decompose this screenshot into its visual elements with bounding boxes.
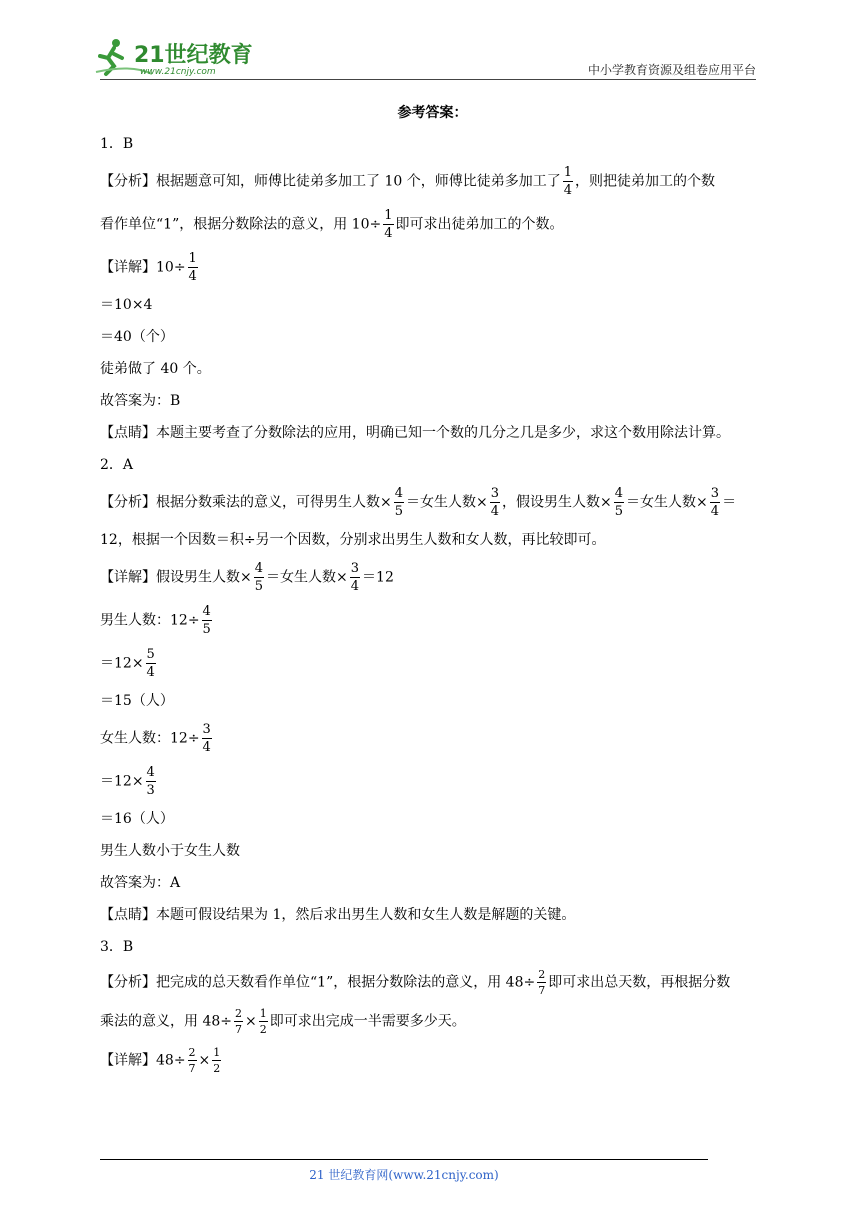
- q1-conclusion: 徒弟做了 40 个。: [100, 361, 211, 377]
- fraction: [254, 562, 264, 593]
- text: 【详解】10÷: [100, 259, 186, 276]
- footer-divider: [100, 1159, 708, 1160]
- fraction: [234, 1008, 243, 1035]
- numerator: 3: [490, 486, 500, 501]
- times-sign: ×: [198, 1052, 211, 1069]
- fraction-bar: [146, 781, 156, 782]
- text: ＝: [722, 494, 737, 511]
- q1-detail: [100, 252, 765, 283]
- text: 即可求出总天数，再根据分数: [548, 974, 731, 991]
- fraction-bar: [710, 502, 720, 503]
- text: ＝12×: [100, 773, 144, 790]
- denominator: 4: [188, 269, 197, 284]
- header-divider: [100, 79, 756, 80]
- q2-girls: [100, 723, 765, 754]
- denominator: 4: [710, 504, 720, 519]
- q3-analysis-line2: [100, 1008, 765, 1035]
- text: ＝女生人数×: [626, 494, 708, 511]
- text: 乘法的意义，用 48÷: [100, 1013, 232, 1030]
- denominator: 4: [146, 665, 155, 680]
- runner-logo-icon: [92, 36, 262, 78]
- fraction-bar: [188, 267, 198, 268]
- fraction-bar: [234, 1021, 243, 1022]
- fraction-bar: [394, 502, 404, 503]
- denominator: 2: [213, 1062, 221, 1075]
- q2-girls-step1: [100, 766, 765, 797]
- q2-boys-step1: [100, 648, 765, 679]
- q3-answer: 3．B: [100, 939, 134, 955]
- numerator: 4: [254, 561, 264, 576]
- fraction-bar: [188, 1060, 197, 1061]
- q1-analysis-line1: [100, 166, 765, 197]
- numerator: 4: [202, 604, 211, 619]
- text: 【详解】48÷: [100, 1052, 186, 1069]
- text: ＝女生人数×: [406, 494, 488, 511]
- text: 即可求出徒弟加工的个数。: [395, 216, 564, 233]
- site-logo: [92, 36, 262, 78]
- fraction-bar: [259, 1021, 268, 1022]
- numerator: 1: [213, 1046, 221, 1059]
- logo-text: 21世纪教育: [134, 43, 253, 68]
- text: 【分析】根据题意可知，师傅比徒弟多加工了 10 个，师傅比徒弟多加工了: [100, 173, 561, 190]
- q2-boys: [100, 605, 765, 636]
- text: 即可求出完成一半需要多少天。: [269, 1013, 466, 1030]
- q2-answer: 2．A: [100, 457, 134, 473]
- denominator: 4: [384, 226, 393, 241]
- fraction-bar: [537, 982, 546, 983]
- q2-final-answer: 故答案为：A: [100, 875, 181, 891]
- q2-comment: 【点睛】本题可假设结果为 1，然后求出男生人数和女生人数是解题的关键。: [100, 907, 576, 923]
- fraction: [202, 605, 212, 636]
- fraction-bar: [383, 224, 393, 225]
- text: ＝12: [362, 569, 394, 586]
- fraction: [202, 723, 212, 754]
- numerator: 5: [146, 647, 155, 662]
- fraction-bar: [350, 577, 360, 578]
- numerator: 4: [614, 486, 624, 501]
- fraction: [614, 487, 624, 518]
- platform-name: 中小学教育资源及组卷应用平台: [587, 63, 756, 77]
- q2-analysis-line1: [100, 487, 765, 518]
- fraction: [490, 487, 500, 518]
- fraction-bar: [146, 663, 156, 664]
- numerator: 1: [188, 251, 197, 266]
- numerator: 1: [384, 208, 393, 223]
- q1-step2: ＝40（个）: [100, 329, 174, 345]
- denominator: 7: [235, 1023, 242, 1036]
- numerator: 2: [538, 968, 546, 981]
- fraction: [350, 562, 360, 593]
- page-footer[interactable]: 21 世纪教育网(www.21cnjy.com): [309, 1168, 499, 1182]
- fraction: [188, 252, 198, 283]
- numerator: 4: [394, 486, 404, 501]
- numerator: 4: [146, 765, 155, 780]
- denominator: 5: [254, 579, 264, 594]
- numerator: 1: [259, 1007, 267, 1020]
- fraction-bar: [563, 181, 573, 182]
- fraction-bar: [614, 502, 624, 503]
- q2-detail: [100, 562, 765, 593]
- fraction: [259, 1008, 268, 1035]
- numerator: 3: [350, 561, 360, 576]
- answer-content: [100, 96, 765, 1086]
- denominator: 4: [490, 504, 500, 519]
- q2-analysis-line2: 12，根据一个因数＝积÷另一个因数，分别求出男生人数和女人数，再比较即可。: [100, 532, 606, 548]
- text: 女生人数：12÷: [100, 730, 200, 747]
- denominator: 7: [188, 1062, 196, 1075]
- text: ＝女生人数×: [266, 569, 348, 586]
- fraction: [537, 969, 546, 996]
- denominator: 3: [146, 783, 155, 798]
- q2-comparison: 男生人数小于女生人数: [100, 843, 240, 859]
- denominator: 7: [538, 984, 546, 997]
- q1-final-answer: 故答案为：B: [100, 393, 181, 409]
- q3-analysis-line1: [100, 969, 765, 996]
- denominator: 5: [202, 622, 211, 637]
- fraction: [212, 1047, 221, 1074]
- fraction: [146, 766, 156, 797]
- denominator: 4: [563, 183, 572, 198]
- fraction: [394, 487, 404, 518]
- fraction-bar: [254, 577, 264, 578]
- fraction: [383, 209, 393, 240]
- page-title: 参考答案：: [397, 105, 468, 121]
- text: 男生人数：12÷: [100, 612, 200, 629]
- text: 【详解】假设男生人数×: [100, 569, 252, 586]
- numerator: 2: [188, 1046, 196, 1059]
- text: 【分析】根据分数乘法的意义，可得男生人数×: [100, 494, 392, 511]
- page-header: [0, 0, 860, 90]
- denominator: 4: [202, 740, 211, 755]
- text: ＝12×: [100, 655, 144, 672]
- fraction-bar: [202, 738, 212, 739]
- text: ，则把徒弟加工的个数: [575, 173, 715, 190]
- numerator: 3: [710, 486, 720, 501]
- text: 【分析】把完成的总天数看作单位“1”，根据分数除法的意义，用 48÷: [100, 974, 536, 991]
- text: ，假设男生人数×: [502, 494, 612, 511]
- q2-boys-result: ＝15（人）: [100, 693, 174, 709]
- numerator: 1: [563, 165, 572, 180]
- denominator: 4: [350, 579, 360, 594]
- q1-step1: ＝10×4: [100, 297, 153, 313]
- fraction: [710, 487, 720, 518]
- q1-analysis-line2: [100, 209, 765, 240]
- fraction-bar: [212, 1060, 221, 1061]
- q1-answer: 1．B: [100, 136, 134, 152]
- q2-girls-result: ＝16（人）: [100, 811, 174, 827]
- fraction-bar: [202, 620, 212, 621]
- denominator: 5: [614, 504, 624, 519]
- numerator: 2: [235, 1007, 242, 1020]
- q3-detail: [100, 1047, 765, 1074]
- numerator: 3: [202, 722, 211, 737]
- denominator: 2: [259, 1023, 267, 1036]
- fraction-bar: [490, 502, 500, 503]
- text: 看作单位“1”，根据分数除法的意义，用 10÷: [100, 216, 382, 233]
- fraction: [146, 648, 156, 679]
- q1-comment: 【点睛】本题主要考查了分数除法的应用，明确已知一个数的几分之几是多少，求这个数用除法计算。: [100, 425, 730, 441]
- fraction: [188, 1047, 197, 1074]
- times-sign: ×: [245, 1013, 257, 1030]
- fraction: [563, 166, 573, 197]
- logo-url: www.21cnjy.com: [140, 67, 216, 77]
- denominator: 5: [394, 504, 404, 519]
